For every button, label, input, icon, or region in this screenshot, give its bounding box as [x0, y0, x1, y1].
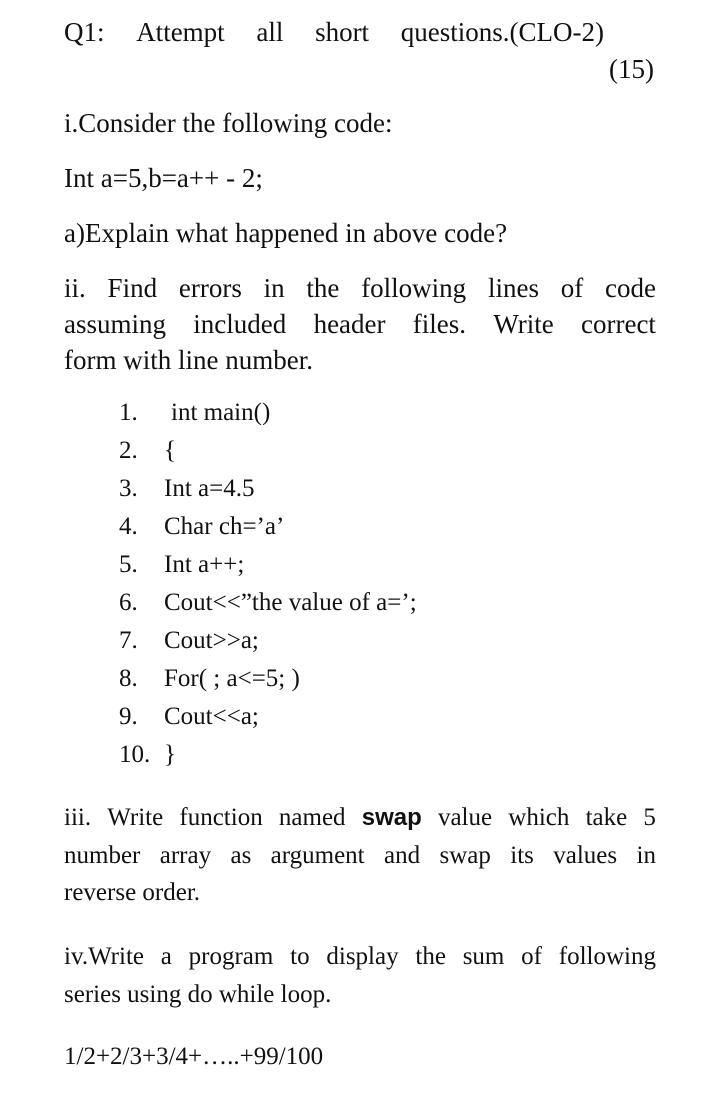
header-word: Attempt	[136, 17, 225, 47]
code-line: Char ch=’a’	[164, 513, 285, 540]
word: display	[326, 943, 399, 970]
swap-keyword: swap	[361, 804, 422, 831]
word: header	[313, 309, 386, 339]
line-number: 2.	[119, 437, 138, 464]
q-iv-line-2: series using do while loop.	[64, 981, 332, 1008]
word: swap	[439, 842, 491, 869]
word: the	[306, 273, 340, 303]
q-iv-series: 1/2+2/3+3/4+…..+99/100	[64, 1043, 324, 1070]
line-number: 10.	[119, 741, 151, 768]
word: take	[585, 804, 628, 831]
word: errors	[178, 273, 242, 303]
code-line: Cout>>a;	[164, 627, 259, 654]
header-word: all	[256, 17, 284, 47]
word: array	[159, 842, 212, 869]
q-iv-line-1	[64, 942, 656, 972]
line-number: 8.	[119, 665, 138, 692]
question-header	[64, 16, 604, 48]
line-number: 7.	[119, 627, 138, 654]
word: named	[278, 804, 346, 831]
word: in	[263, 273, 285, 303]
word: sum	[462, 943, 505, 970]
word: value	[437, 804, 493, 831]
word: files.	[412, 309, 467, 339]
word: its	[510, 842, 534, 869]
word: ii.	[64, 273, 86, 303]
line-number: 5.	[119, 551, 138, 578]
line-number: 4.	[119, 513, 138, 540]
q-i-part-a: a)Explain what happened in above code?	[64, 218, 508, 248]
line-number: 6.	[119, 589, 138, 616]
marks: (15)	[609, 54, 654, 84]
code-line: }	[164, 741, 176, 768]
q-iii-line-1	[64, 803, 656, 833]
word: following	[361, 273, 467, 303]
word: lines	[487, 273, 539, 303]
word: of	[560, 273, 584, 303]
line-number: 1.	[119, 399, 138, 426]
word: iv.Write	[64, 943, 144, 970]
q-ii-line-2	[64, 308, 656, 340]
word: code	[605, 273, 656, 303]
word: the	[415, 943, 446, 970]
q-iii-line-2	[64, 841, 656, 871]
header-word: Q1:	[64, 17, 105, 47]
code-line: For( ; a<=5; )	[164, 665, 300, 692]
word: program	[188, 943, 274, 970]
word: correct	[581, 309, 656, 339]
word: number	[64, 842, 141, 869]
code-line: Int a++;	[164, 551, 245, 578]
q-i-code: Int a=5,b=a++ - 2;	[64, 163, 263, 193]
code-line: {	[164, 437, 176, 464]
code-line: Int a=4.5	[164, 475, 255, 502]
line-number: 3.	[119, 475, 138, 502]
code-line: Cout<<”the value of a=’;	[164, 589, 417, 616]
word: a	[160, 943, 172, 970]
word: Write	[493, 309, 554, 339]
word: and	[384, 842, 421, 869]
code-line: Cout<<a;	[164, 703, 259, 730]
header-word: short	[315, 17, 370, 47]
code-line: int main()	[171, 399, 271, 426]
word: which	[508, 804, 570, 831]
word: in	[636, 842, 656, 869]
word: 5	[643, 804, 656, 831]
q-i-intro: i.Consider the following code:	[64, 108, 393, 138]
word: assuming	[64, 309, 167, 339]
word: included	[193, 309, 287, 339]
line-number: 9.	[119, 703, 138, 730]
word: function	[179, 804, 263, 831]
word: iii.	[64, 804, 92, 831]
q-ii-line-3: form with line number.	[64, 345, 313, 375]
q-ii-line-1	[64, 272, 656, 304]
word: as	[230, 842, 252, 869]
word: of	[521, 943, 542, 970]
word: argument	[270, 842, 365, 869]
word: Write	[107, 804, 164, 831]
word: values	[553, 842, 618, 869]
word: Find	[107, 273, 158, 303]
word: following	[558, 943, 656, 970]
word: to	[290, 943, 310, 970]
q-iii-line-3: reverse order.	[64, 879, 201, 906]
header-word: questions.(CLO-2)	[400, 17, 604, 47]
